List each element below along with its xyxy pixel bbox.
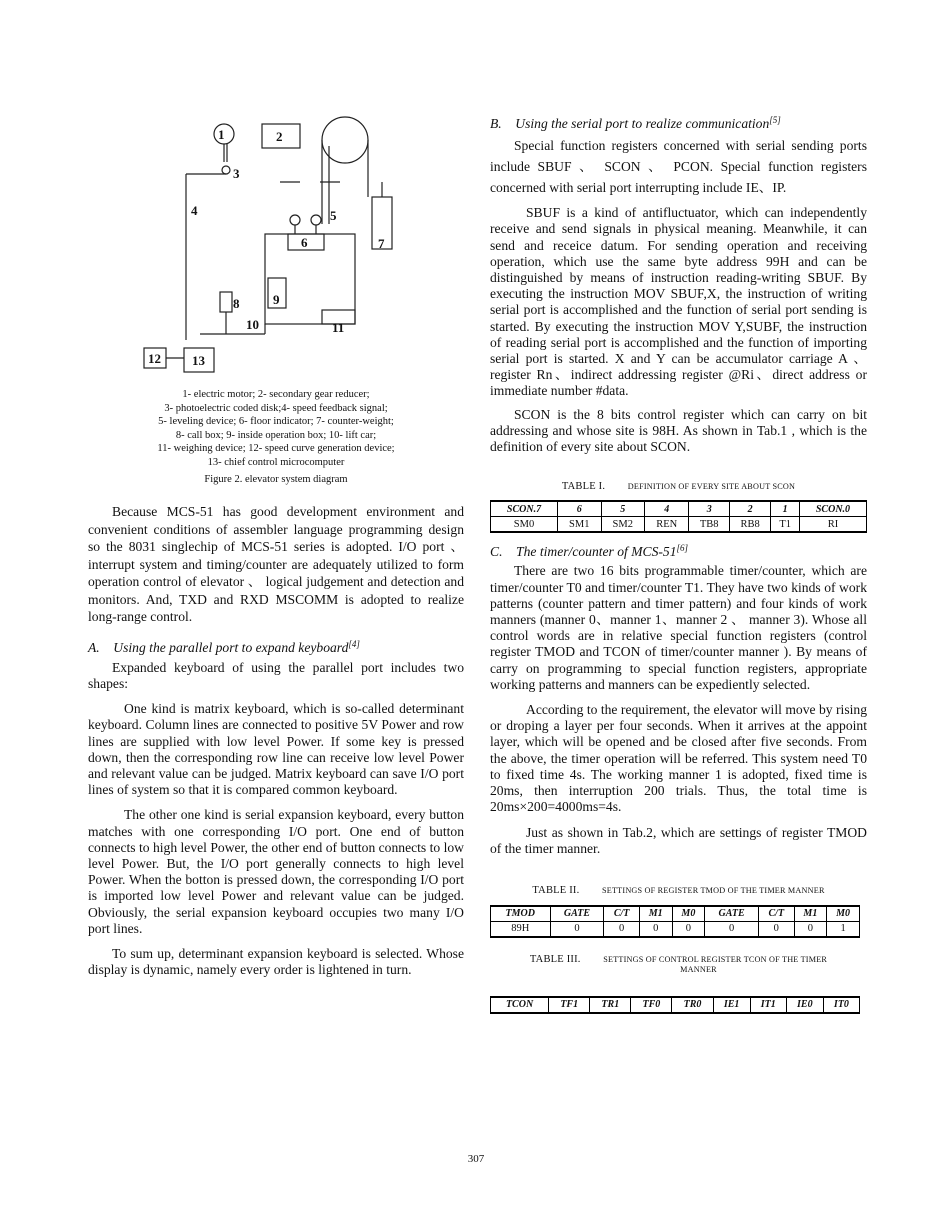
paragraph: The other one kind is serial expansion keyboard, every button matches with one corresponding I/O port. One end of button connects to high level Power, the other end of button connects to low level Power. But, the I/O port generally connects to high level Power. When the botton is pressed down, the corresponding I/O port is imported low level Power and relevant value can be judged. Obviously, the serial expansion keyboard occupies two many I/O port lines. — [88, 807, 464, 936]
table-header-cell: IT0 — [823, 997, 859, 1013]
table-header-cell: SCON.7 — [491, 501, 558, 517]
table-cell: TB8 — [689, 517, 729, 533]
table-cell: 0 — [759, 921, 795, 937]
table-row — [491, 517, 867, 533]
figure-legend — [88, 388, 464, 469]
table-header-cell: SCON.0 — [799, 501, 866, 517]
table-header-cell: M1 — [794, 906, 827, 922]
fig-label-3: 3 — [233, 166, 240, 181]
table-header-cell: TF0 — [631, 997, 672, 1013]
fig-label-10: 10 — [246, 317, 259, 332]
tcon-table — [490, 996, 860, 1014]
table-cell: 0 — [705, 921, 759, 937]
ref-6: [6] — [676, 543, 689, 554]
fig-label-9: 9 — [273, 292, 280, 307]
paragraph: To sum up, determinant expansion keyboard is selected. Whose display is dynamic, namely every order is lightened in turn. — [88, 945, 464, 978]
fig-label-6: 6 — [301, 235, 308, 250]
fig-label-11: 11 — [332, 320, 345, 335]
paragraph: There are two 16 bits programmable timer/counter, which are timer/counter T0 and timer/counter T1. They have two kinds of work patterns (counter pattern and timer pattern) and four kinds of work manners (manner 0、manner 1、manner 2 、 manner 3). Whose all control words are in relative special function registers (control register TMOD and TCON of timer/counter manner ). By means of carry on programming to special function registers, appropriate working patterns and manners can be expediently selected. — [490, 563, 867, 692]
fig-label-1: 1 — [218, 127, 225, 142]
table-header-cell: IE1 — [713, 997, 750, 1013]
table1-label: TABLE I. — [561, 481, 606, 493]
legend-line: 11- weighing device; 12- speed curve generation device; — [157, 443, 395, 454]
table-header-row — [491, 906, 860, 922]
elevator-system-diagram — [140, 112, 430, 380]
table-header-cell: C/T — [759, 906, 795, 922]
table-header-cell: GATE — [705, 906, 759, 922]
table-header-cell: 1 — [771, 501, 800, 517]
ref-4: [4] — [348, 638, 360, 649]
call-box-shape — [220, 292, 232, 312]
paragraph: Special function registers concerned with serial sending ports include SBUF 、 SCON 、 PCON. Special function registers concerned with serial port interrupting include IE、IP. — [490, 138, 867, 196]
table-header-cell: 3 — [689, 501, 729, 517]
figure-title: Figure 2. elevator system diagram — [204, 474, 348, 485]
table-cell: 0 — [794, 921, 827, 937]
fig-label-13: 13 — [192, 353, 205, 368]
paragraph: Just as shown in Tab.2, which are settings of register TMOD of the timer manner. — [490, 824, 867, 856]
section-heading-b — [490, 116, 867, 132]
table3-label: TABLE III. — [529, 953, 581, 965]
page-number: 307 — [467, 1153, 485, 1165]
table-row — [491, 921, 860, 937]
table-header-cell: TR1 — [590, 997, 631, 1013]
section-c-title: C. The timer/counter of MCS-51 — [490, 544, 677, 560]
table-cell: SM2 — [601, 517, 645, 533]
fig-label-7: 7 — [378, 236, 385, 251]
right-column — [490, 116, 867, 1014]
table3-title-line2: MANNER — [680, 964, 717, 974]
ref-5: [5] — [769, 115, 781, 125]
table-header-cell: M1 — [639, 906, 672, 922]
table-header-cell: TF1 — [549, 997, 590, 1013]
tmod-table — [490, 905, 860, 938]
table-header-cell: TR0 — [672, 997, 713, 1013]
table-cell: 1 — [827, 921, 860, 937]
legend-line: 13- chief control microcomputer — [207, 456, 345, 468]
table-header-cell: 6 — [558, 501, 602, 517]
table-header-cell: IE0 — [786, 997, 823, 1013]
table-cell: SM0 — [491, 517, 558, 533]
table-cell: 0 — [672, 921, 705, 937]
table1-caption — [490, 481, 867, 492]
paragraph: According to the requirement, the elevator will move by rising or droping a layer per four seconds. When it arrives at the appoint layer, which will be opened and be closed after five seconds. From the above, the timer operation will be referred. This system need T0 to fixed time 4s. The working manner 1 is adopted, fixed time is 20ms, then interruption 200 trials. Thus, the total time is 20ms×200=4000ms=4s. — [490, 702, 867, 815]
table3-title: SETTINGS OF CONTROL REGISTER TCON OF THE TIMER — [603, 954, 828, 964]
table2-label: TABLE II. — [532, 884, 580, 896]
legend-line: 1- electric motor; 2- secondary gear reducer; — [182, 389, 370, 400]
paragraph: Expanded keyboard of using the parallel port includes two shapes: — [88, 659, 464, 691]
table3-caption — [490, 954, 867, 974]
table2-title: SETTINGS OF REGISTER TMOD OF THE TIMER MANNER — [602, 885, 825, 895]
legend-line: 5- leveling device; 6- floor indicator; 7- counter-weight; — [158, 416, 394, 427]
table-cell: 0 — [550, 921, 604, 937]
table-cell: T1 — [771, 517, 800, 533]
table-cell: 0 — [604, 921, 640, 937]
paragraph: SCON is the 8 bits control register which can carry on bit addressing and whose site is 98H. As shown in Tab.1 , which is the definition of every site about SCON. — [490, 406, 867, 455]
table-header-cell: IT1 — [750, 997, 786, 1013]
paragraph: SBUF is a kind of antifluctuator, which can independently receive and send signals in physical meaning. Meanwhile, it can send and receice datum. For sending operation and receiving operation, which use the same byte address 99H and can be distinguished by means of instruction reading-writing SBUF. By executing the instruction MOV SBUF,X, the instruction of writing serial port is accomplished and the function of serial port sending is started. By executing the instruction MOV Y,SUBF, the instruction of reading serial port is accomplished and the function of importing serial port is started. X and Y can be accumulator carriage A 、 register Rn、indirect addressing register @Ri、direct address or immediate number #data. — [490, 205, 867, 399]
table-cell: RB8 — [729, 517, 770, 533]
section-b-title: B. Using the serial port to realize communication — [490, 116, 770, 131]
section-a-title: A. Using the parallel port to expand keyboard — [88, 639, 349, 655]
table-header-cell: M0 — [827, 906, 860, 922]
fig-label-8: 8 — [233, 296, 240, 311]
scon-table — [490, 500, 867, 533]
table-cell: RI — [799, 517, 866, 533]
table-header-cell: 5 — [601, 501, 645, 517]
section-heading-a — [88, 640, 464, 656]
table-cell: REN — [645, 517, 689, 533]
left-column — [88, 503, 464, 978]
elevator-diagram-svg — [140, 112, 430, 380]
table-header-cell: 4 — [645, 501, 689, 517]
table-header-cell: C/T — [604, 906, 640, 922]
table-cell: 0 — [639, 921, 672, 937]
table-header-cell: TCON — [491, 997, 549, 1013]
table-header-cell: 2 — [729, 501, 770, 517]
fig-label-4: 4 — [191, 203, 198, 218]
table-cell: 89H — [491, 921, 551, 937]
table2-caption — [490, 885, 867, 896]
table-header-row — [491, 997, 860, 1013]
table1-title: DEFINITION OF EVERY SITE ABOUT SCON — [627, 482, 796, 492]
fig-label-12: 12 — [148, 351, 161, 366]
table-header-cell: TMOD — [491, 906, 551, 922]
legend-line: 3- photoelectric coded disk;4- speed feedback signal; — [164, 402, 388, 414]
paragraph: Because MCS-51 has good development environment and convenient conditions of assembler language programming design so the 8031 singlechip of MCS-51 series is adopted. I/O port 、 interrupt system and timing/counter are adequately utilized to form operation control of elevator 、 logical judgement and detection and monitors. And, TXD and RXD MSCOMM is adopted to realize long-range control. — [88, 504, 464, 624]
legend-line: 8- call box; 9- inside operation box; 10- lift car; — [175, 429, 377, 441]
table-header-cell: M0 — [672, 906, 705, 922]
table-header-row — [491, 501, 867, 517]
table-cell: SM1 — [558, 517, 602, 533]
paragraph: One kind is matrix keyboard, which is so-called determinant keyboard. Column lines are connected to positive 5V Power and row lines are supplied with low level Power. If some key is pressed down, then the corresponding row line can receive low level Power and relevant value can be judged. Matrix keyboard can save I/O port lines of system so that it is compared common keyboard. — [88, 701, 464, 798]
fig-label-2: 2 — [276, 129, 283, 144]
table-header-cell: GATE — [550, 906, 604, 922]
fig-label-5: 5 — [330, 208, 337, 223]
section-heading-c — [490, 544, 867, 560]
